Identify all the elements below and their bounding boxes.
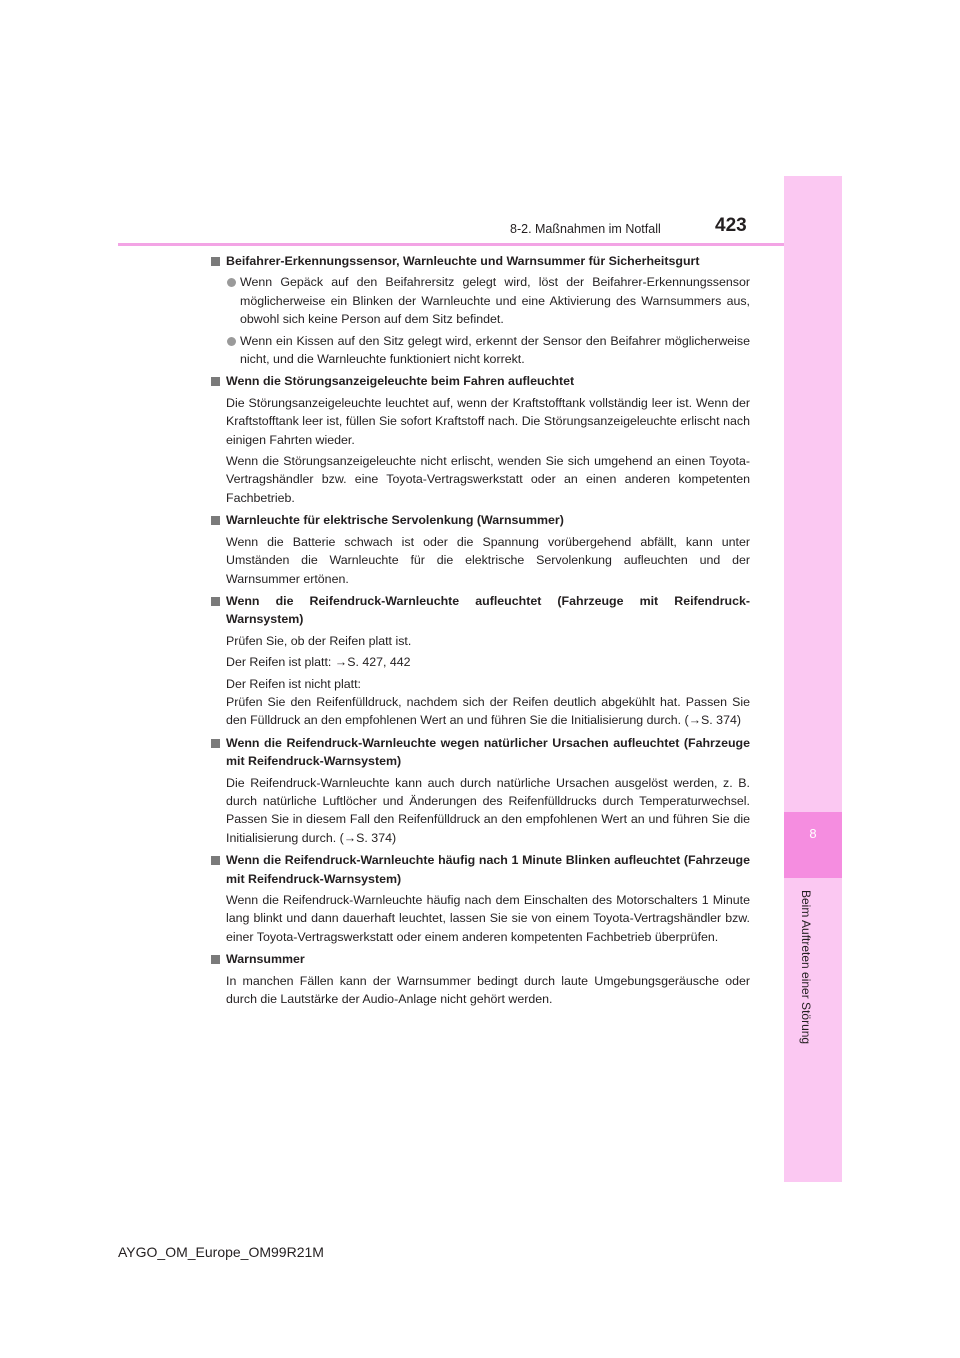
page-number: 423 (715, 215, 747, 236)
section-label: 8-2. Maßnahmen im Notfall (510, 222, 661, 236)
note-paragraph: Wenn die Batterie schwach ist oder die Spannung vorübergehend abfällt, kann unter Umständen die Warnleuchte für die elektrische Servolenkung aufleuchten und der Warnsummer ertönen. (226, 534, 750, 586)
header-rule (118, 243, 784, 246)
chapter-number: 8 (809, 826, 817, 841)
note-item (210, 950, 750, 1008)
page-content (210, 252, 750, 1012)
note-heading: Warnsummer (226, 952, 305, 967)
note-paragraph: Der Reifen ist nicht platt: (226, 676, 361, 691)
note-item (210, 252, 750, 368)
square-bullet-icon (211, 516, 220, 525)
note-heading: Wenn die Störungsanzeigeleuchte beim Fahren aufleuchtet (226, 374, 575, 389)
note-heading: Beifahrer-Erkennungssensor, Warnleuchte und Warnsummer für Sicherheitsgurt (226, 254, 700, 268)
square-bullet-icon (211, 597, 220, 606)
note-heading: Wenn die Reifendruck-Warnleuchte aufleuchtet (Fahrzeuge mit Reifendruck-Warnsystem) (226, 593, 750, 627)
square-bullet-icon (211, 856, 220, 865)
note-paragraph: Prüfen Sie, ob der Reifen platt ist. (226, 633, 412, 648)
note-paragraph: Die Reifendruck-Warnleuchte kann auch durch natürliche Ursachen ausgelöst werden, z. B. durch natürliche Luftlöcher und Änderungen des Reifenfülldrucks durch Temperaturwechsel. Passen Sie in diesem Fall den Reifenfülldruck an den empfohlenen Wert an und führen Sie die Initialisierung durch. (→S. 374) (226, 775, 750, 845)
note-paragraph: In manchen Fällen kann der Warnsummer bedingt durch laute Umgebungsgeräusche oder durch die Lautstärke der Audio-Anlage nicht gehört werden. (226, 973, 750, 1007)
square-bullet-icon (211, 739, 220, 748)
note-item (210, 511, 750, 588)
bullet-point (226, 273, 750, 328)
note-item (210, 372, 750, 507)
square-bullet-icon (211, 377, 220, 386)
bullet-text: Wenn Gepäck auf den Beifahrersitz gelegt wird, löst der Beifahrer-Erkennungssensor möglicherweise ein Blinken der Warnleuchte und eine Aktivierung des Warnsummers aus, obwohl sich keine Person auf dem Sitz befindet. (240, 275, 750, 327)
document-id: AYGO_OM_Europe_OM99R21M (118, 1244, 324, 1260)
page-reference: Der Reifen ist platt: →S. 427, 442 (226, 655, 411, 670)
note-paragraph: Wenn die Störungsanzeigeleuchte nicht erlischt, wenden Sie sich umgehend an einen Toyota-Vertragshändler bzw. eine Toyota-Vertragswerkstatt oder an einen anderen kompetenten Fachbetrieb. (226, 454, 750, 505)
note-heading: Wenn die Reifendruck-Warnleuchte häufig nach 1 Minute Blinken aufleuchtet (Fahrzeuge mit Reifendruck-Warnsystem) (226, 853, 750, 886)
note-paragraph: Prüfen Sie den Reifenfülldruck, nachdem sich der Reifen deutlich abgekühlt hat. Passen Sie den Fülldruck an den empfohlenen Wert an und führen Sie die Initialisierung durch. (→S. 374) (226, 694, 750, 728)
chapter-sidebar (784, 176, 842, 1182)
note-heading: Warnleuchte für elektrische Servolenkung (Warnsummer) (226, 513, 564, 528)
note-item (210, 592, 750, 730)
note-paragraph: Wenn die Reifendruck-Warnleuchte häufig nach dem Einschalten des Motorschalters 1 Minute lang blinkt und dann dauerhaft leuchtet, lassen Sie sie von einem Toyota-Vertragshändler bzw. einer Toyota-Vertragswerkstatt oder einem anderen kompetenten Fachbetrieb überprüfen. (226, 893, 750, 944)
chapter-title: Beim Auftreten einer Störung (799, 890, 813, 1045)
note-item (210, 734, 750, 847)
circle-bullet-icon (227, 278, 236, 287)
bullet-text: Wenn ein Kissen auf den Sitz gelegt wird, erkennt der Sensor den Beifahrer möglicherweise nicht, und die Warnleuchte funktioniert nicht korrekt. (240, 333, 750, 367)
circle-bullet-icon (227, 337, 236, 346)
square-bullet-icon (211, 257, 220, 266)
bullet-point (226, 332, 750, 369)
square-bullet-icon (211, 955, 220, 964)
note-item (210, 851, 750, 946)
note-heading: Wenn die Reifendruck-Warnleuchte wegen natürlicher Ursachen aufleuchtet (Fahrzeuge mit Reifendruck-Warnsystem) (226, 735, 750, 769)
note-paragraph: Die Störungsanzeigeleuchte leuchtet auf, wenn der Kraftstofftank vollständig leer ist. Wenn der Kraftstofftank leer ist, füllen Sie sofort Kraftstoff nach. Die Störungsanzeigeleuchte erlischt nach einigen Fahrten wieder. (226, 395, 750, 447)
chapter-tab (784, 812, 842, 878)
